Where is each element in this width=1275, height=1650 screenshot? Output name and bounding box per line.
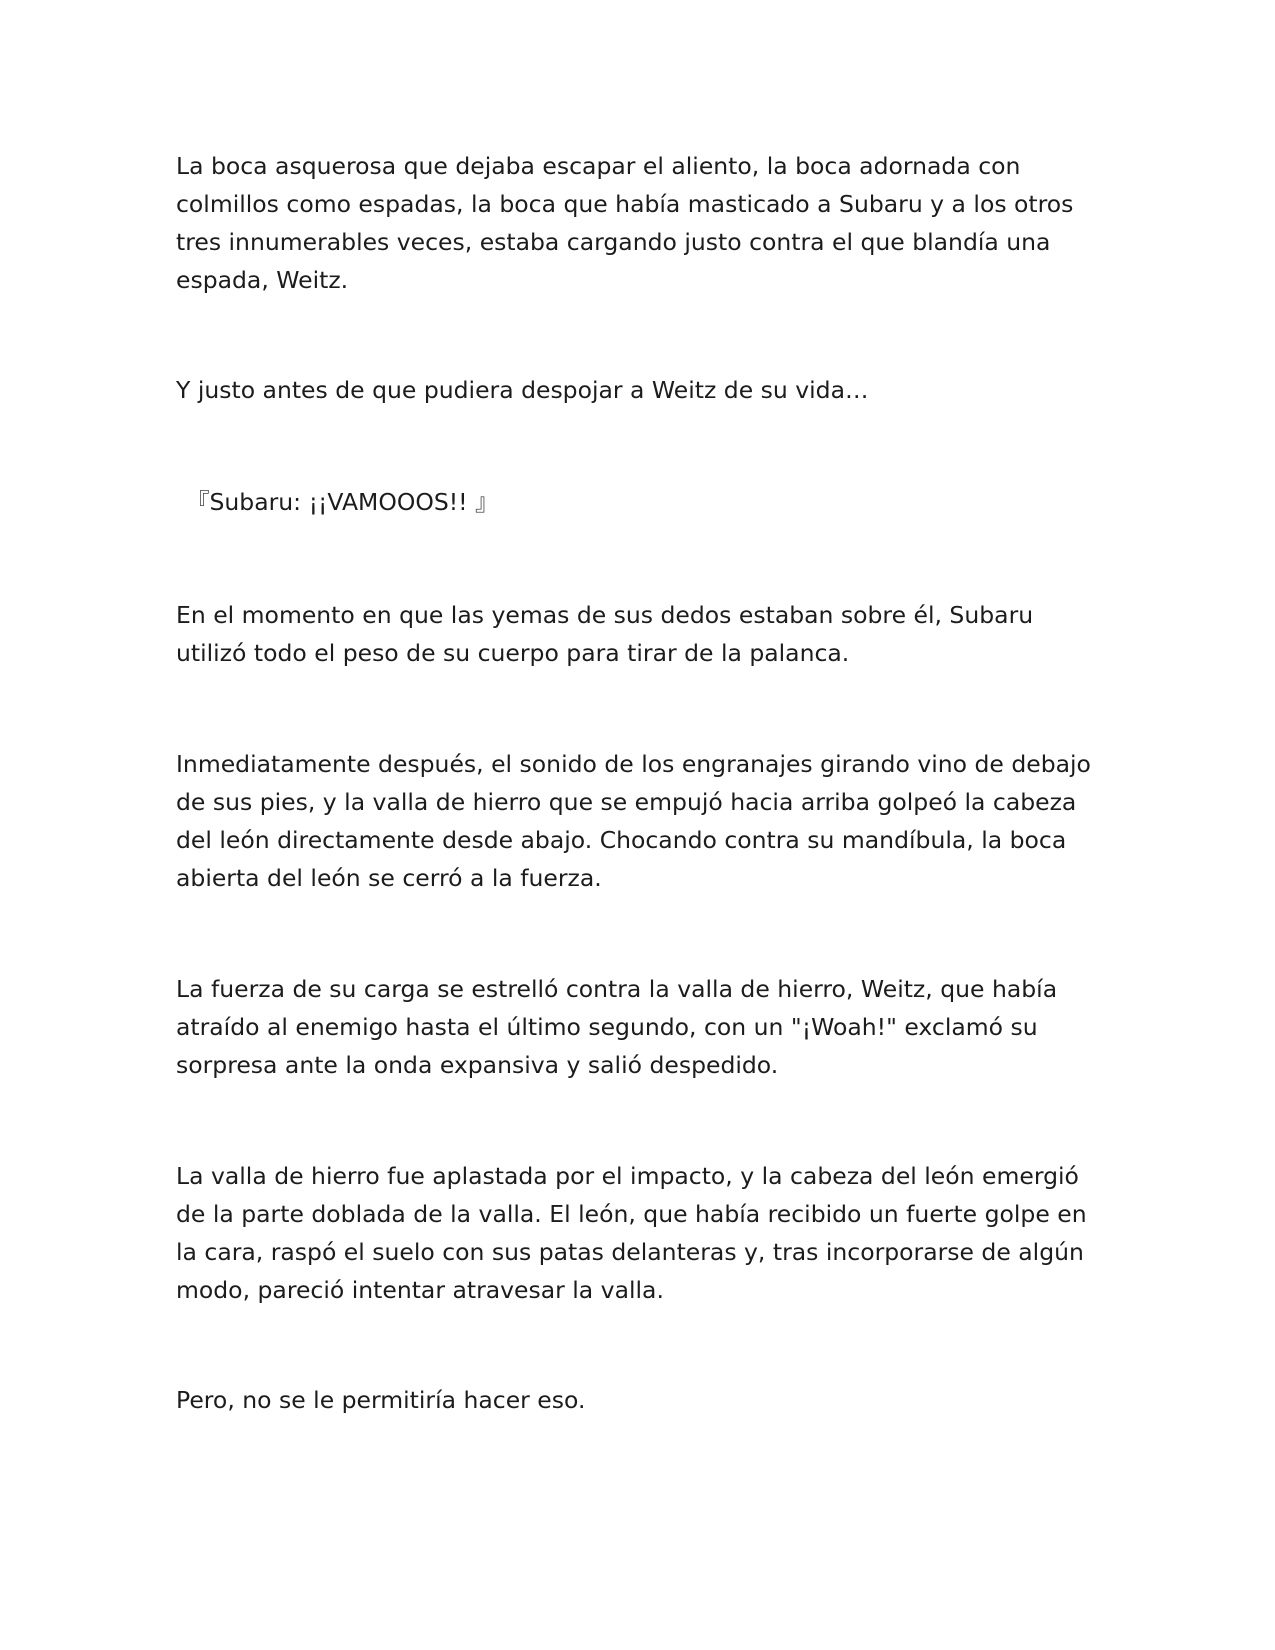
- paragraph-line: de la parte doblada de la valla. El león, que había recibido un fuerte golpe en: [176, 1200, 1087, 1228]
- paragraph-8: [176, 1381, 1096, 1419]
- paragraph-line: colmillos como espadas, la boca que había masticado a Subaru y a los otros: [176, 190, 1074, 218]
- paragraph-5: [176, 745, 1096, 897]
- paragraph-line: La boca asquerosa que dejaba escapar el aliento, la boca adornada con: [176, 152, 1021, 180]
- paragraph-line: espada, Weitz.: [176, 266, 349, 294]
- paragraph-line: Inmediatamente después, el sonido de los engranajes girando vino de debajo: [176, 750, 1091, 778]
- paragraph-line: 『Subaru: ¡¡VAMOOOS!! 』: [186, 488, 499, 516]
- paragraph-line: del león directamente desde abajo. Chocando contra su mandíbula, la boca: [176, 826, 1067, 854]
- paragraph-line: sorpresa ante la onda expansiva y salió despedido.: [176, 1051, 779, 1079]
- paragraph-line: La fuerza de su carga se estrelló contra la valla de hierro, Weitz, que había: [176, 975, 1058, 1003]
- paragraph-line: abierta del león se cerró a la fuerza.: [176, 864, 602, 892]
- paragraph-7: [176, 1157, 1096, 1309]
- paragraph-line: En el momento en que las yemas de sus dedos estaban sobre él, Subaru: [176, 601, 1034, 629]
- paragraph-line: atraído al enemigo hasta el último segundo, con un "¡Woah!" exclamó su: [176, 1013, 1038, 1041]
- paragraph-1: [176, 147, 1096, 299]
- paragraph-line: modo, pareció intentar atravesar la valla.: [176, 1276, 664, 1304]
- paragraph-line: Y justo antes de que pudiera despojar a Weitz de su vida…: [176, 376, 869, 404]
- paragraph-line: utilizó todo el peso de su cuerpo para tirar de la palanca.: [176, 639, 850, 667]
- dialogue-line: [186, 483, 1106, 521]
- paragraph-line: tres innumerables veces, estaba cargando justo contra el que blandía una: [176, 228, 1051, 256]
- paragraph-line: la cara, raspó el suelo con sus patas delanteras y, tras incorporarse de algún: [176, 1238, 1084, 1266]
- paragraph-2: [176, 371, 1096, 409]
- paragraph-6: [176, 970, 1096, 1084]
- paragraph-4: [176, 596, 1096, 672]
- paragraph-line: La valla de hierro fue aplastada por el impacto, y la cabeza del león emergió: [176, 1162, 1079, 1190]
- paragraph-line: de sus pies, y la valla de hierro que se empujó hacia arriba golpeó la cabeza: [176, 788, 1077, 816]
- paragraph-line: Pero, no se le permitiría hacer eso.: [176, 1386, 586, 1414]
